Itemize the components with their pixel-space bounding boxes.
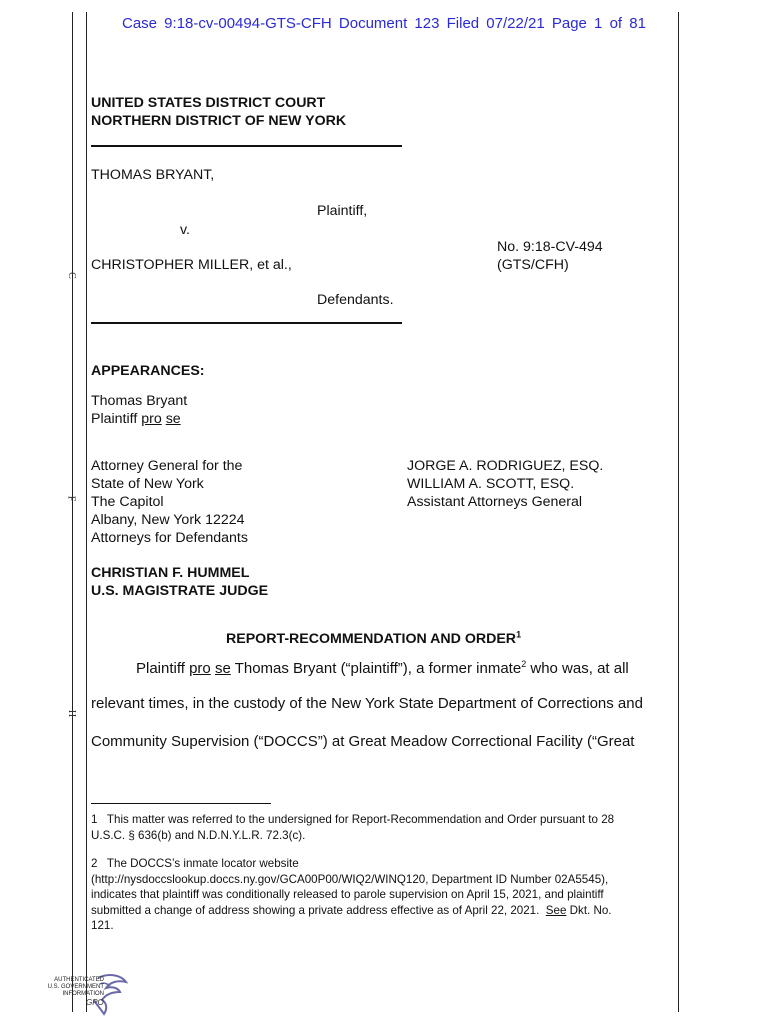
- appearances-heading: APPEARANCES:: [91, 363, 205, 379]
- se-term: se: [165, 411, 181, 427]
- footnote-2-text: The DOCCS’s inmate locator website: [106, 857, 299, 870]
- counsel-block: [407, 457, 603, 511]
- see-signal: See: [545, 903, 567, 917]
- ag-line: Attorneys for Defendants: [91, 530, 248, 546]
- pro-term: pro: [189, 660, 211, 677]
- footnote-1-number: 1: [91, 813, 98, 826]
- caption-bottom-rule: [91, 322, 402, 324]
- order-title: [226, 630, 521, 648]
- seal-mark: GPO: [86, 998, 104, 1007]
- ag-line: Attorney General for the: [91, 458, 243, 474]
- plaintiff-desc-prefix: Plaintiff: [91, 411, 142, 427]
- case-header: Case 9:18-cv-00494-GTS-CFH Document 123 Filed 07/22/21 Page 1 of 81: [122, 15, 646, 32]
- left-margin-rule: [72, 12, 73, 1012]
- body-text: Thomas Bryant (“plaintiff”), a former inmate: [230, 660, 522, 677]
- footnote-1: [91, 812, 661, 843]
- footnote-2-text: indicates that plaintiff was conditionally released to parole supervision on April 15, 2021, and plaintiff: [91, 888, 604, 901]
- footnote-1-text: U.S.C. § 636(b) and N.D.N.Y.L.R. 72.3(c).: [91, 828, 306, 842]
- body-line-3: Community Supervision (“DOCCS”) at Great Meadow Correctional Facility (“Great: [91, 733, 635, 750]
- footnote-ref-1: 1: [516, 629, 522, 640]
- case-number-line1: No. 9:18-CV-494: [497, 239, 603, 255]
- judge-title: U.S. MAGISTRATE JUDGE: [91, 583, 269, 599]
- ag-line: State of New York: [91, 476, 204, 492]
- ag-block: [91, 457, 248, 547]
- court-name-line2: NORTHERN DISTRICT OF NEW YORK: [91, 113, 347, 129]
- plaintiff-name: THOMAS BRYANT,: [91, 167, 215, 183]
- margin-letter-f: F: [65, 495, 77, 502]
- body-text: Plaintiff: [136, 660, 190, 677]
- right-margin-rule: [678, 12, 679, 1012]
- appearance-plaintiff-name: Thomas Bryant: [91, 393, 188, 409]
- body-text: who was, at all: [526, 660, 629, 677]
- margin-letter-h: H: [66, 709, 78, 718]
- margin-letter-c: C: [65, 272, 77, 279]
- ag-line: The Capitol: [91, 494, 164, 510]
- footnote-ref-2: 2: [521, 659, 527, 669]
- defendant-name: CHRISTOPHER MILLER, et al.,: [91, 257, 292, 273]
- judge-name: CHRISTIAN F. HUMMEL: [91, 565, 250, 581]
- left-inner-rule: [86, 12, 87, 1012]
- counsel-line: Assistant Attorneys General: [407, 494, 583, 510]
- footnote-2-number: 2: [91, 857, 98, 870]
- caption-top-rule: [91, 145, 402, 147]
- order-title-text: REPORT-RECOMMENDATION AND ORDER: [226, 631, 517, 647]
- se-term: se: [214, 660, 231, 677]
- footnote-2-text: 121.: [91, 919, 114, 932]
- court-name-line1: UNITED STATES DISTRICT COURT: [91, 95, 326, 111]
- body-line-2: relevant times, in the custody of the New York State Department of Corrections and: [91, 695, 643, 712]
- seal-line1: AUTHENTICATED: [54, 977, 104, 983]
- defendant-role: Defendants.: [317, 292, 394, 308]
- gpo-authentication-seal: [40, 970, 130, 1016]
- footnote-2: [91, 856, 671, 934]
- ag-line: Albany, New York 12224: [91, 512, 245, 528]
- footnote-2-url: (http://nysdoccslookup.doccs.ny.gov/GCA00P00/WIQ2/WINQ120, Department ID Number 02A5545),: [91, 872, 609, 886]
- counsel-line: WILLIAM A. SCOTT, ESQ.: [407, 476, 575, 492]
- seal-line2: U.S. GOVERNMENT: [47, 984, 104, 990]
- pro-term: pro: [141, 411, 162, 427]
- footnote-rule: [91, 803, 271, 804]
- body-line-1: [136, 660, 629, 678]
- case-number-line2: (GTS/CFH): [497, 257, 569, 273]
- versus: v.: [180, 222, 190, 238]
- footnote-2-text: submitted a change of address showing a private address effective as of April 22, 2021.: [91, 903, 546, 917]
- counsel-line: JORGE A. RODRIGUEZ, ESQ.: [407, 458, 604, 474]
- appearance-plaintiff-desc: [91, 410, 181, 428]
- plaintiff-role: Plaintiff,: [317, 203, 368, 219]
- seal-line3: INFORMATION: [62, 991, 104, 997]
- footnote-1-text: This matter was referred to the undersigned for Report-Recommendation and Order pursuant to 28: [106, 813, 615, 826]
- footnote-2-text: Dkt. No.: [566, 903, 612, 917]
